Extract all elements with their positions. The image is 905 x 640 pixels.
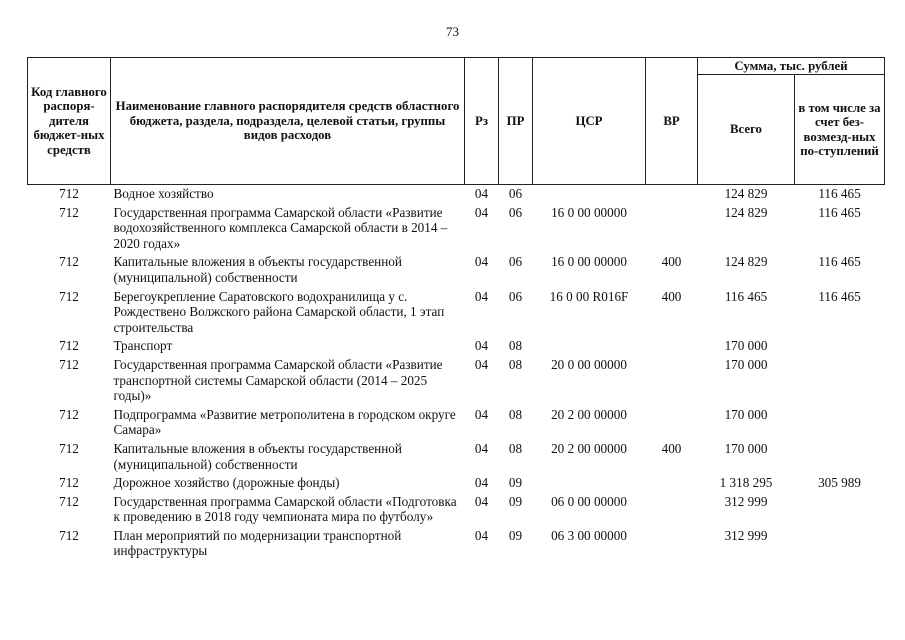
cell-csr: 06 0 00 00000 xyxy=(551,493,627,509)
cell-code: 712 xyxy=(59,204,79,220)
cell-vr xyxy=(646,204,698,254)
cell-name: Берегоукрепление Саратовского водохранилища у с. Рождествено Волжского района Самарской области, 1 этап строительства xyxy=(113,288,445,335)
cell-gratuitous xyxy=(795,406,885,440)
cell-rz: 04 xyxy=(474,186,489,201)
page-number: 73 xyxy=(446,24,459,39)
cell-name: Водное хозяйство xyxy=(113,186,214,201)
cell-gratuitous: 116 465 xyxy=(818,186,861,201)
table-row xyxy=(28,253,885,287)
cell-gratuitous xyxy=(795,493,885,527)
cell-total: 124 829 xyxy=(724,204,768,220)
cell-total: 1 318 295 xyxy=(719,475,773,491)
cell-pr: 08 xyxy=(508,356,523,372)
table-row xyxy=(28,474,885,493)
table-row xyxy=(28,440,885,474)
cell-total: 124 829 xyxy=(724,254,768,270)
header-sum-group: Сумма, тыс. рублей xyxy=(698,58,885,75)
cell-vr xyxy=(646,356,698,406)
table-row xyxy=(28,288,885,338)
cell-csr: 20 2 00 00000 xyxy=(551,440,627,456)
cell-gratuitous: 305 989 xyxy=(818,475,861,491)
cell-vr: 400 xyxy=(661,254,682,270)
cell-gratuitous xyxy=(795,440,885,474)
cell-pr: 06 xyxy=(508,254,523,270)
cell-rz: 04 xyxy=(474,204,489,220)
table-row xyxy=(28,406,885,440)
cell-code: 712 xyxy=(59,338,79,354)
cell-rz: 04 xyxy=(474,254,489,270)
cell-total: 124 829 xyxy=(724,186,768,201)
table-row xyxy=(28,527,885,561)
cell-gratuitous xyxy=(795,337,885,356)
cell-code: 712 xyxy=(59,493,79,509)
cell-name: Государственная программа Самарской области «Подготовка к проведению в 2018 году чемпионата мира по футболу» xyxy=(113,493,457,525)
cell-vr: 400 xyxy=(661,440,682,456)
cell-rz: 04 xyxy=(474,406,489,422)
cell-code: 712 xyxy=(59,406,79,422)
header-code: Код главного распоря-дителя бюджет-ных средств xyxy=(28,58,111,185)
header-total: Всего xyxy=(698,75,795,185)
cell-code: 712 xyxy=(59,527,79,543)
cell-total: 312 999 xyxy=(724,527,768,543)
table-row xyxy=(28,204,885,254)
cell-rz: 04 xyxy=(474,288,489,304)
cell-vr xyxy=(646,527,698,561)
cell-rz: 04 xyxy=(474,440,489,456)
cell-rz: 04 xyxy=(474,493,489,509)
budget-table xyxy=(27,57,885,561)
cell-total: 116 465 xyxy=(724,288,768,304)
cell-gratuitous xyxy=(795,356,885,406)
header-pr: ПР xyxy=(499,58,533,185)
table-row xyxy=(28,493,885,527)
cell-vr xyxy=(646,493,698,527)
cell-pr: 06 xyxy=(508,288,523,304)
cell-name: Государственная программа Самарской области «Развитие транспортной системы Самарской области (2014 – 2025 годы)» xyxy=(113,356,443,404)
header-gratuitous: в том числе за счет без-возмезд-ных по-ступлений xyxy=(795,75,885,185)
cell-code: 712 xyxy=(59,254,79,270)
cell-rz: 04 xyxy=(474,356,489,372)
header-csr: ЦСР xyxy=(533,58,646,185)
table-row xyxy=(28,356,885,406)
table-row xyxy=(28,337,885,356)
cell-vr xyxy=(646,406,698,440)
header-row xyxy=(28,58,885,75)
header-name: Наименование главного распорядителя средств областного бюджета, раздела, подраздела, целевой статьи, группы видов расходов xyxy=(111,58,465,185)
cell-pr: 08 xyxy=(508,440,523,456)
cell-csr: 16 0 00 00000 xyxy=(551,204,627,220)
cell-rz: 04 xyxy=(474,338,489,354)
cell-name: Капитальные вложения в объекты государственной (муниципальной) собственности xyxy=(113,254,402,285)
cell-pr: 08 xyxy=(508,406,523,422)
cell-vr xyxy=(646,185,698,204)
cell-name: Капитальные вложения в объекты государственной (муниципальной) собственности xyxy=(113,440,402,472)
cell-csr: 16 0 00 00000 xyxy=(551,254,627,270)
cell-total: 170 000 xyxy=(724,440,768,456)
cell-code: 712 xyxy=(59,440,79,456)
cell-gratuitous: 116 465 xyxy=(818,254,861,270)
cell-name: Государственная программа Самарской области «Развитие водохозяйственного комплекса Самарской области в 2014 – 2020 годах» xyxy=(113,204,448,251)
cell-vr xyxy=(646,474,698,493)
cell-name: Транспорт xyxy=(113,338,173,354)
cell-pr: 06 xyxy=(508,204,523,220)
cell-csr: 20 2 00 00000 xyxy=(551,406,627,422)
cell-rz: 04 xyxy=(474,527,489,543)
cell-gratuitous: 116 465 xyxy=(818,288,861,304)
cell-gratuitous: 116 465 xyxy=(818,204,861,220)
header-rz: Рз xyxy=(465,58,499,185)
cell-vr: 400 xyxy=(661,288,682,304)
cell-csr: 20 0 00 00000 xyxy=(551,356,627,372)
cell-gratuitous xyxy=(795,527,885,561)
cell-total: 170 000 xyxy=(724,338,768,354)
cell-pr: 09 xyxy=(508,493,523,509)
cell-csr xyxy=(533,337,646,356)
cell-name: Подпрограмма «Развитие метрополитена в городском округе Самара» xyxy=(113,406,456,438)
cell-csr: 16 0 00 R016F xyxy=(549,288,629,304)
cell-total: 170 000 xyxy=(724,406,768,422)
cell-code: 712 xyxy=(59,356,79,372)
cell-total: 170 000 xyxy=(724,356,768,372)
cell-rz: 04 xyxy=(474,475,489,491)
cell-pr: 09 xyxy=(508,475,523,491)
cell-code: 712 xyxy=(59,288,79,304)
cell-csr: 06 3 00 00000 xyxy=(551,527,627,543)
table-row xyxy=(28,185,885,204)
cell-csr xyxy=(533,185,646,204)
cell-vr xyxy=(646,337,698,356)
cell-code: 712 xyxy=(59,186,79,201)
cell-total: 312 999 xyxy=(724,493,768,509)
cell-csr xyxy=(533,474,646,493)
header-vr: ВР xyxy=(646,58,698,185)
cell-name: Дорожное хозяйство (дорожные фонды) xyxy=(113,475,340,491)
cell-name: План мероприятий по модернизации транспортной инфраструктуры xyxy=(113,527,402,559)
cell-pr: 09 xyxy=(508,527,523,543)
cell-pr: 06 xyxy=(508,186,523,201)
cell-code: 712 xyxy=(59,475,79,491)
cell-pr: 08 xyxy=(508,338,523,354)
table-body xyxy=(28,185,885,562)
